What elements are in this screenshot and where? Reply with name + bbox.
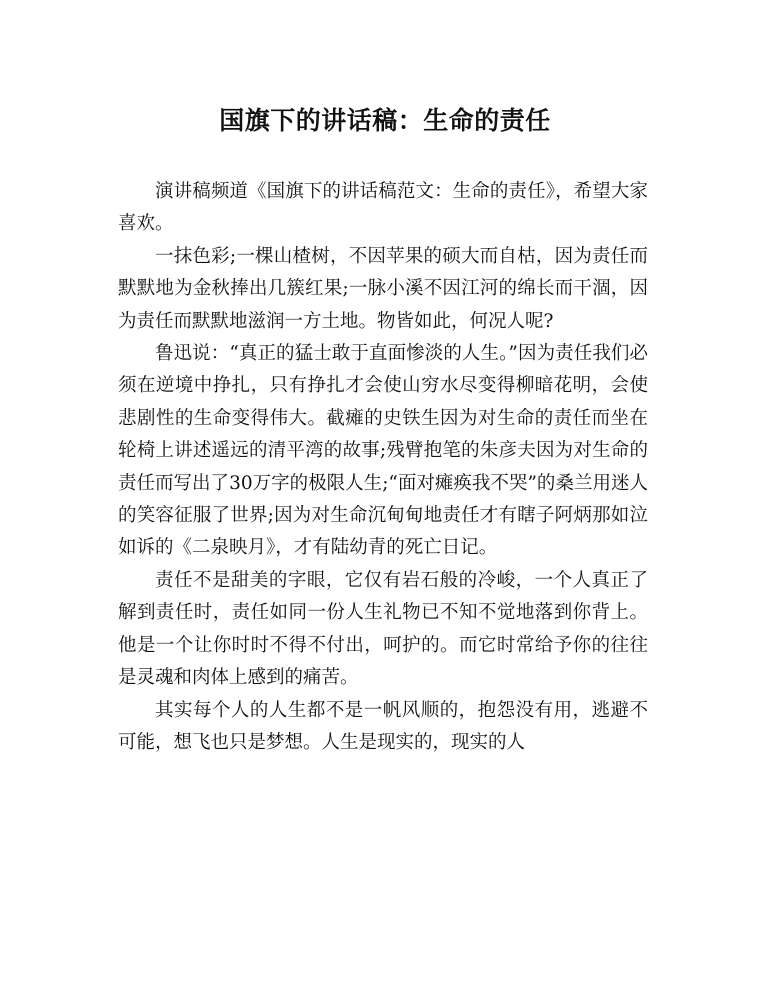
paragraph-life-not-smooth: 其实每个人的人生都不是一帆风顺的，抱怨没有用，逃避不可能，想飞也只是梦想。人生是现实的，现实的人 (118, 699, 648, 753)
document-body (118, 176, 648, 759)
paragraph-luxun-quote: 鲁迅说：“真正的猛士敢于直面惨淡的人生。”因为责任我们必须在逆境中挣扎，只有挣扎才会使山穷水尽变得柳暗花明，会使悲剧性的生命变得伟大。截瘫的史铁生因为对生命的责任而坐在轮椅上讲述遥远的清平湾的故事;残臂抱笔的朱彦夫因为对生命的责任而写出了30万字的极限人生;“面对瘫痪我不哭”的桑兰用迷人的笑容征服了世界;因为对生命沉甸甸地责任才有瞎子阿炳那如泣如诉的《二泉映月》，才有陆幼青的死亡日记。 (118, 343, 648, 559)
paragraph-intro: 演讲稿频道《国旗下的讲话稿范文：生命的责任》，希望大家喜欢。 (118, 181, 648, 235)
paragraph-responsibility: 责任不是甜美的字眼，它仅有岩石般的冷峻，一个人真正了解到责任时，责任如同一份人生礼物已不知不觉地落到你背上。他是一个让你时时不得不付出，呵护的。而它时常给予你的往往是灵魂和肉体上感到的痛苦。 (118, 569, 648, 689)
paragraph-hawthorn: 一抹色彩;一棵山楂树，不因苹果的硕大而自枯，因为责任而默默地为金秋捧出几簇红果;一脉小溪不因江河的绵长而干涸，因为责任而默默地滋润一方土地。物皆如此，何况人呢? (118, 245, 648, 332)
document-title: 国旗下的讲话稿：生命的责任 (219, 105, 551, 135)
